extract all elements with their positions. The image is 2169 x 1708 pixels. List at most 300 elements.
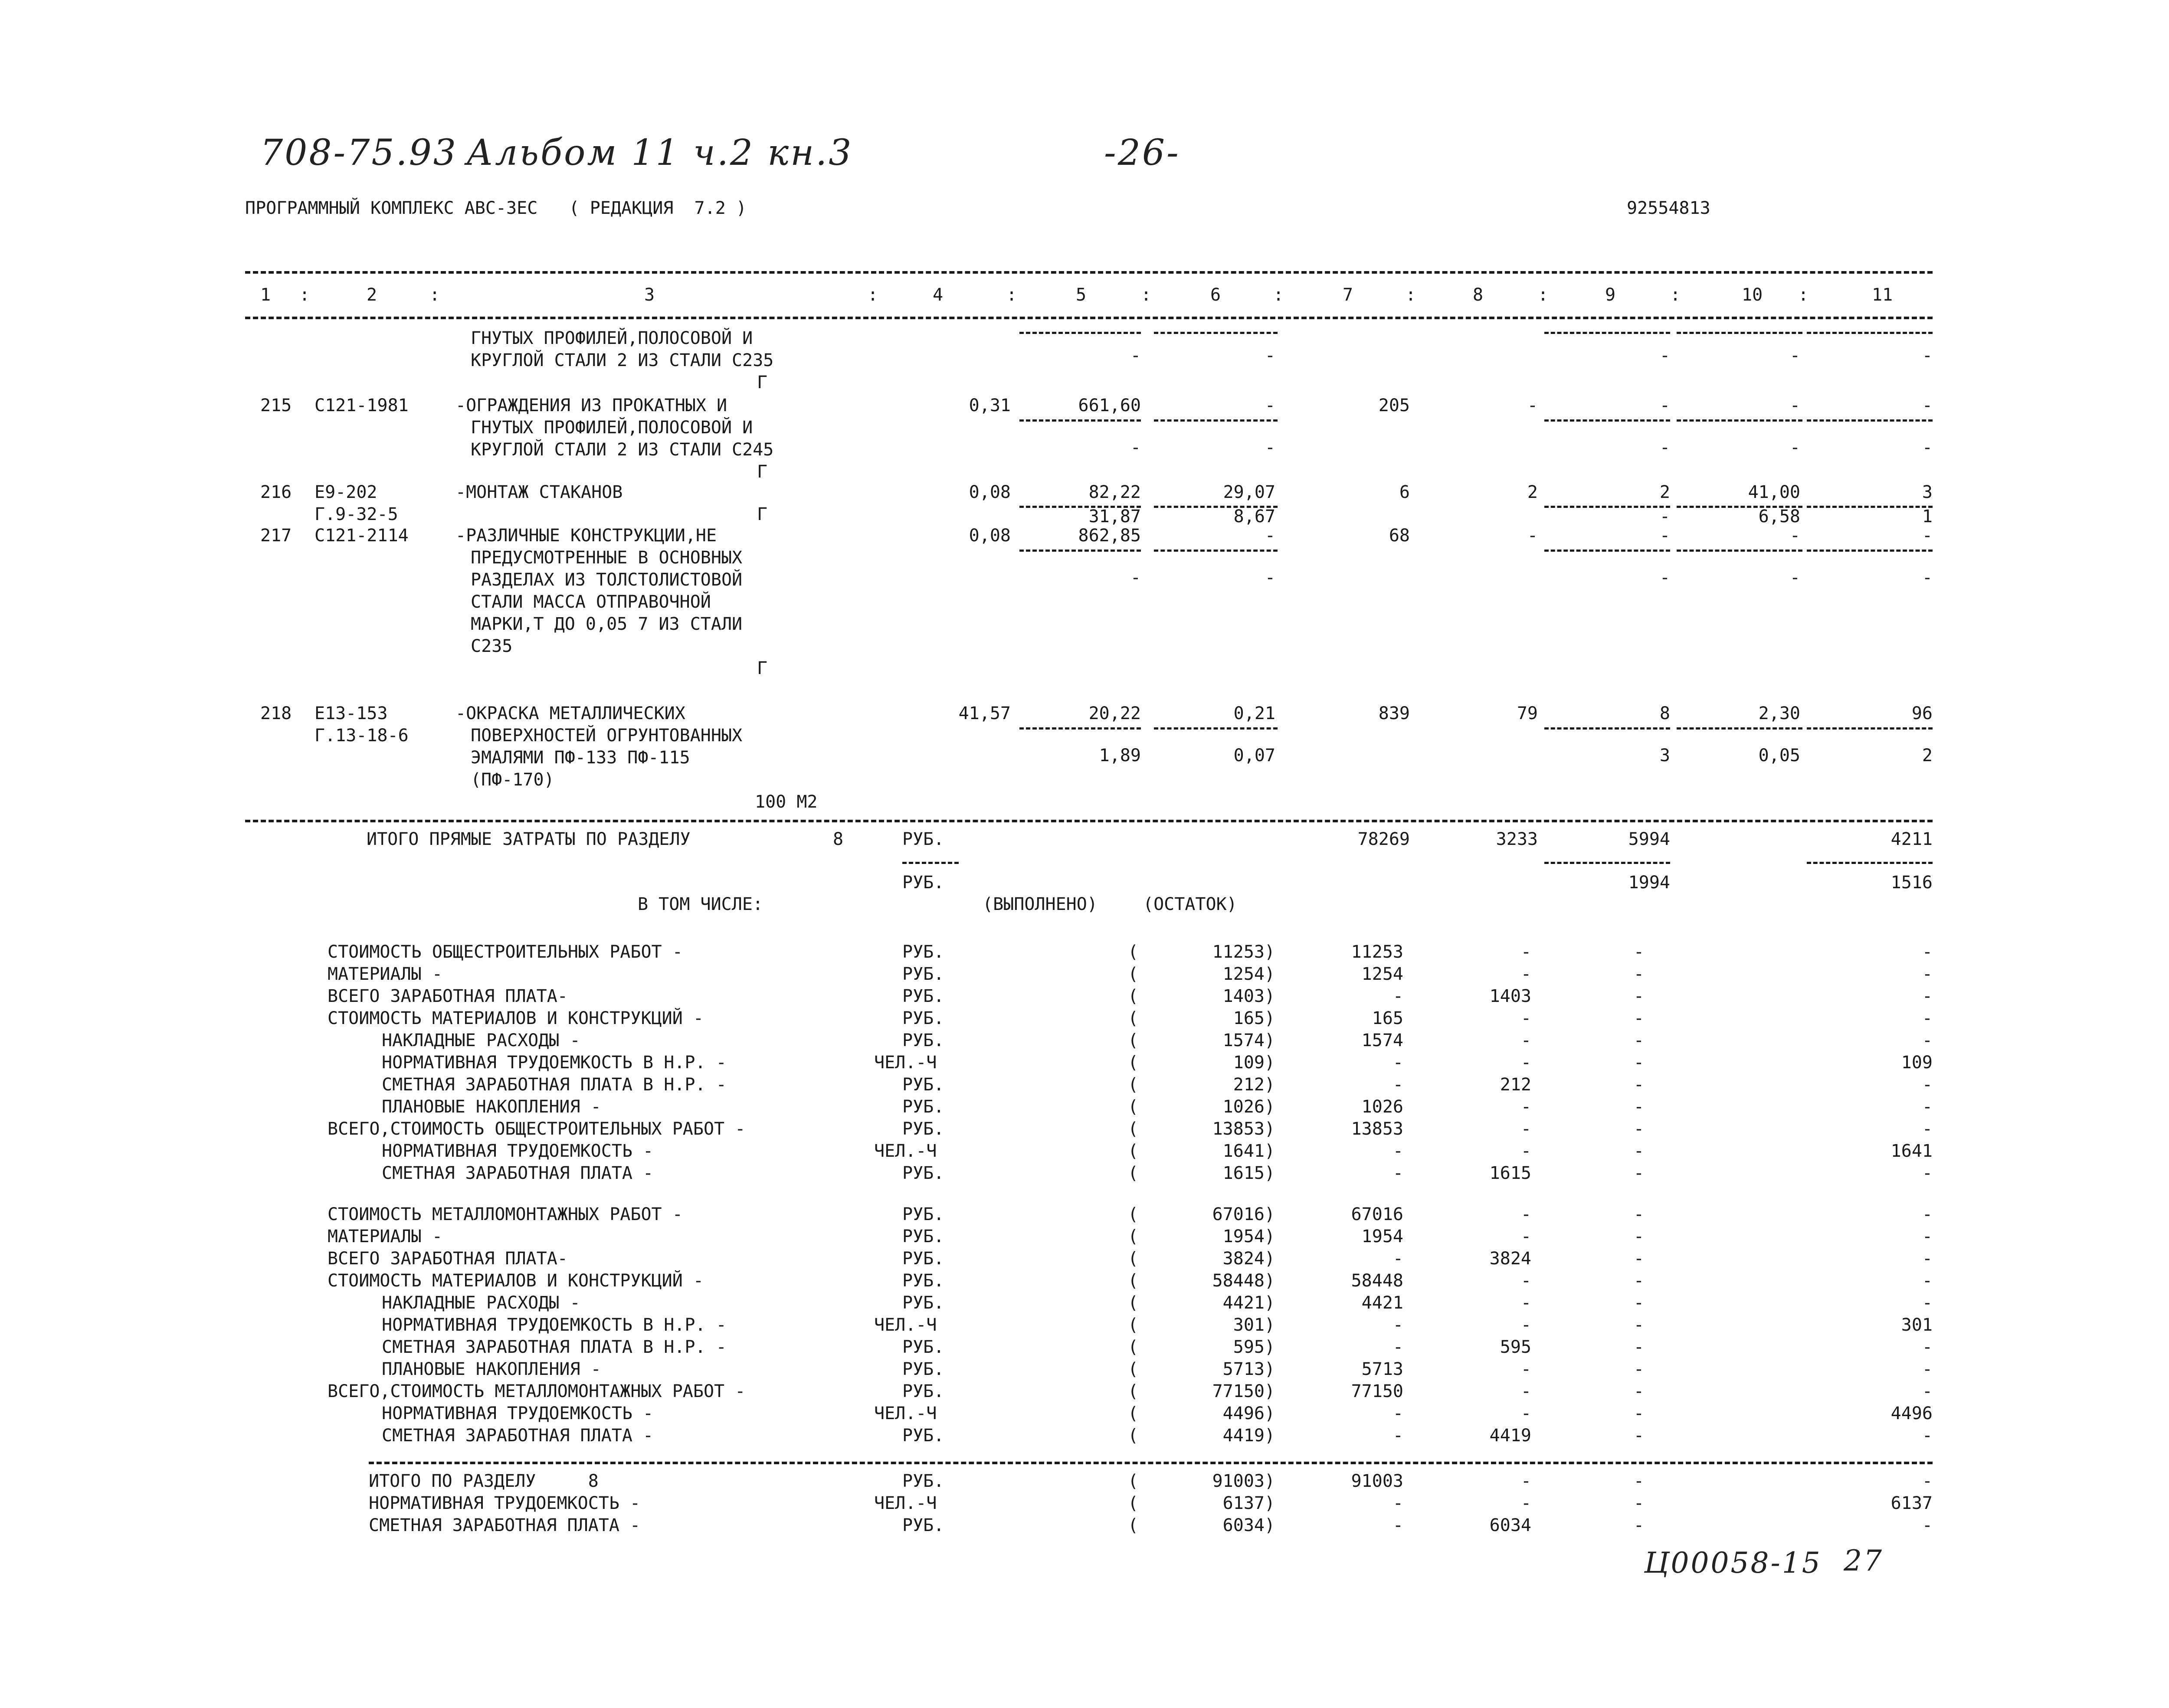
paren-close: ): [1265, 1271, 1275, 1291]
breakdown-label: ИТОГО ПО РАЗДЕЛУ 8: [369, 1471, 599, 1491]
row-name-line: МАРКИ,Т ДО 0,05 7 ИЗ СТАЛИ: [471, 614, 743, 634]
total-c9: 5994: [1628, 829, 1670, 849]
breakdown-label: НОРМАТИВНАЯ ТРУДОЕМКОСТЬ В Н.Р. -: [382, 1053, 727, 1073]
paren-open: (: [1128, 942, 1139, 962]
breakdown-c7: 67016: [1351, 1204, 1403, 1224]
breakdown-label: НОРМАТИВНАЯ ТРУДОЕМКОСТЬ -: [382, 1404, 654, 1423]
breakdown-c9: -: [1633, 1075, 1644, 1095]
breakdown-c11: 1641: [1891, 1141, 1933, 1161]
row-c4: 0,31: [969, 396, 1011, 416]
breakdown-done-value: 109: [1233, 1053, 1265, 1073]
breakdown-c8: -: [1520, 942, 1531, 962]
breakdown-done-value: 67016: [1212, 1204, 1265, 1224]
breakdown-done-value: 301: [1233, 1315, 1265, 1335]
breakdown-c8: -: [1520, 1097, 1531, 1117]
sheet-mark-handwritten: Ц00058-15: [1644, 1546, 1822, 1580]
paren-open: (: [1128, 1426, 1139, 1446]
paren-open: (: [1128, 1337, 1139, 1357]
row-name-line: ГНУТЫХ ПРОФИЛЕЙ,ПОЛОСОВОЙ И: [471, 328, 753, 348]
breakdown-c11: -: [1922, 1204, 1933, 1224]
breakdown-unit: ЧЕЛ.-Ч: [874, 1141, 937, 1161]
column-separator: :: [1141, 285, 1152, 305]
breakdown-label: СМЕТНАЯ ЗАРАБОТНАЯ ПЛАТА -: [382, 1163, 654, 1183]
paren-close: ): [1265, 1163, 1275, 1183]
column-separator: :: [1538, 285, 1549, 305]
breakdown-c11: -: [1922, 1359, 1933, 1379]
row-c10b: 6,58: [1758, 507, 1800, 527]
row-c6: 29,07: [1223, 482, 1275, 502]
row-c10b: -: [1789, 346, 1800, 366]
breakdown-label: ВСЕГО ЗАРАБОТНАЯ ПЛАТА-: [328, 1249, 568, 1269]
row-c9b: -: [1659, 346, 1670, 366]
row-code: С121-2114: [315, 526, 409, 546]
breakdown-c9: -: [1633, 1315, 1644, 1335]
breakdown-c8: -: [1520, 1119, 1531, 1139]
breakdown-c7: 1574: [1361, 1031, 1403, 1050]
breakdown-c11: -: [1922, 964, 1933, 984]
paren-close: ): [1265, 1097, 1275, 1117]
breakdown-c7: -: [1392, 1404, 1403, 1423]
row-c6: 0,21: [1233, 703, 1275, 723]
breakdown-c9: -: [1633, 1227, 1644, 1247]
row-c11b: 1: [1922, 507, 1933, 527]
breakdown-done-value: 1574: [1222, 1031, 1265, 1050]
breakdown-c9: -: [1633, 1359, 1644, 1379]
row-name-line: Г: [757, 504, 768, 524]
breakdown-c11: -: [1922, 986, 1933, 1006]
breakdown-c9: -: [1633, 1249, 1644, 1269]
row-c6b: -: [1265, 438, 1275, 458]
row-subtotal-rule: [1544, 727, 1670, 730]
doc-code-handwritten: 708-75.93: [260, 132, 458, 173]
breakdown-done-value: 6137: [1222, 1493, 1265, 1513]
row-c11: 3: [1922, 482, 1933, 502]
breakdown-c9: -: [1633, 1337, 1644, 1357]
paren-open: (: [1128, 1404, 1139, 1423]
row-name-line: -ОКРАСКА МЕТАЛЛИЧЕСКИХ: [455, 703, 685, 723]
breakdown-unit: РУБ.: [902, 1337, 944, 1357]
column-separator: :: [429, 285, 440, 305]
row-subtotal-rule: [1807, 550, 1933, 552]
row-c10: 2,30: [1758, 703, 1800, 723]
paren-open: (: [1128, 1249, 1139, 1269]
row-number: 217: [260, 526, 292, 546]
breakdown-label: СТОИМОСТЬ МАТЕРИАЛОВ И КОНСТРУКЦИЙ -: [328, 1008, 704, 1028]
breakdown-c7: 4421: [1361, 1293, 1403, 1313]
breakdown-done-value: 4421: [1222, 1293, 1265, 1313]
breakdown-c7: -: [1392, 1141, 1403, 1161]
breakdown-c8: 1615: [1489, 1163, 1531, 1183]
breakdown-done-value: 1615: [1222, 1163, 1265, 1183]
breakdown-c7: -: [1392, 1315, 1403, 1335]
breakdown-c9: -: [1633, 1515, 1644, 1535]
breakdown-unit: РУБ.: [902, 1097, 944, 1117]
row-number: 216: [260, 482, 292, 502]
breakdown-c9: -: [1633, 1381, 1644, 1401]
row-name-line: КРУГЛОЙ СТАЛИ 2 ИЗ СТАЛИ С245: [471, 440, 774, 460]
breakdown-c11: -: [1922, 1381, 1933, 1401]
row-subtotal-rule: [1677, 550, 1802, 552]
breakdown-c8: 3824: [1489, 1249, 1531, 1269]
row-c8: -: [1527, 526, 1538, 546]
row-c9: -: [1659, 526, 1670, 546]
breakdown-c11: -: [1922, 1471, 1933, 1491]
total-c7: 78269: [1357, 829, 1410, 849]
breakdown-c7: -: [1392, 1426, 1403, 1446]
paren-open: (: [1128, 1315, 1139, 1335]
breakdown-c9: -: [1633, 1493, 1644, 1513]
paren-open: (: [1128, 1053, 1139, 1073]
column-separator: :: [1798, 285, 1809, 305]
album-handwritten: Альбом 11 ч.2 кн.3: [466, 132, 853, 173]
breakdown-c7: 13853: [1351, 1119, 1403, 1139]
breakdown-c9: -: [1633, 1008, 1644, 1028]
breakdown-done-value: 1403: [1222, 986, 1265, 1006]
row-c8: -: [1527, 396, 1538, 416]
breakdown-unit: ЧЕЛ.-Ч: [874, 1493, 937, 1513]
paren-close: ): [1265, 1141, 1275, 1161]
column-separator: :: [1670, 285, 1681, 305]
program-header: ПРОГРАММНЫЙ КОМПЛЕКС АВС-3ЕС ( РЕДАКЦИЯ 7.2 ): [245, 198, 747, 218]
breakdown-c11: -: [1922, 1249, 1933, 1269]
column-header-10: 10: [1742, 285, 1763, 305]
column-separator: :: [868, 285, 878, 305]
sheet-number-handwritten: 27: [1844, 1544, 1884, 1577]
breakdown-c8: -: [1520, 1008, 1531, 1028]
row-name-line: С235: [471, 636, 513, 656]
paren-close: ): [1265, 1471, 1275, 1491]
row-subtotal-rule: [1807, 727, 1933, 730]
row-subtotal-rule: [1544, 419, 1670, 422]
table-header-rule: [245, 317, 1933, 319]
breakdown-c8: -: [1520, 1227, 1531, 1247]
breakdown-c7: 1026: [1361, 1097, 1403, 1117]
breakdown-done-value: 1026: [1222, 1097, 1265, 1117]
breakdown-c9: -: [1633, 1271, 1644, 1291]
breakdown-c8: -: [1520, 1381, 1531, 1401]
row-subtotal-rule: [1154, 550, 1278, 552]
breakdown-label: МАТЕРИАЛЫ -: [328, 1227, 442, 1247]
breakdown-c7: 11253: [1351, 942, 1403, 962]
column-header-4: 4: [933, 285, 944, 305]
breakdown-label: ВСЕГО ЗАРАБОТНАЯ ПЛАТА-: [328, 986, 568, 1006]
breakdown-done-value: 4419: [1222, 1426, 1265, 1446]
row-c6: -: [1265, 526, 1275, 546]
row-c5b: -: [1130, 346, 1141, 366]
breakdown-c7: 77150: [1351, 1381, 1403, 1401]
breakdown-c7: 5713: [1361, 1359, 1403, 1379]
paren-open: (: [1128, 1227, 1139, 1247]
breakdown-c7: -: [1392, 1053, 1403, 1073]
column-separator: :: [1273, 285, 1284, 305]
row-c5: 20,22: [1088, 703, 1141, 723]
breakdown-c7: -: [1392, 1515, 1403, 1535]
breakdown-c7: -: [1392, 986, 1403, 1006]
breakdown-done-value: 212: [1233, 1075, 1265, 1095]
row-name-line: ПРЕДУСМОТРЕННЫЕ В ОСНОВНЫХ: [471, 548, 743, 568]
breakdown-c9: -: [1633, 1141, 1644, 1161]
breakdown-unit: РУБ.: [902, 1271, 944, 1291]
page-number-handwritten: -26-: [1104, 132, 1180, 173]
breakdown-done-value: 1254: [1222, 964, 1265, 984]
row-name-line: Г: [757, 373, 768, 393]
row-name-line: 100 М2: [755, 792, 818, 812]
breakdown-c7: -: [1392, 1493, 1403, 1513]
row-subtotal-rule: [1677, 727, 1802, 730]
row-subtotal-rule: [1677, 332, 1802, 334]
breakdown-c8: -: [1520, 1404, 1531, 1423]
breakdown-c8: -: [1520, 1053, 1531, 1073]
paren-open: (: [1128, 1119, 1139, 1139]
row-c9: -: [1659, 396, 1670, 416]
breakdown-label: НАКЛАДНЫЕ РАСХОДЫ -: [382, 1031, 580, 1050]
paren-close: ): [1265, 1008, 1275, 1028]
breakdown-c8: -: [1520, 1271, 1531, 1291]
row-c9b: 3: [1659, 746, 1670, 766]
row-code-secondary: Г.13-18-6: [315, 726, 409, 746]
row-c10b: -: [1789, 438, 1800, 458]
paren-close: ): [1265, 1404, 1275, 1423]
paren-close: ): [1265, 1493, 1275, 1513]
breakdown-c8: 595: [1500, 1337, 1531, 1357]
breakdown-done-value: 11253: [1212, 942, 1265, 962]
breakdown-c8: -: [1520, 964, 1531, 984]
row-c10: 41,00: [1748, 482, 1800, 502]
row-c7: 68: [1389, 526, 1410, 546]
column-header-3: 3: [644, 285, 655, 305]
paren-open: (: [1128, 1471, 1139, 1491]
column-header-2: 2: [367, 285, 377, 305]
breakdown-c9: -: [1633, 964, 1644, 984]
breakdown-c8: -: [1520, 1204, 1531, 1224]
breakdown-c11: 301: [1901, 1315, 1933, 1335]
row-subtotal-rule: [1544, 332, 1670, 334]
row-c6: -: [1265, 396, 1275, 416]
paren-close: ): [1265, 1381, 1275, 1401]
row-c11: -: [1922, 526, 1933, 546]
breakdown-unit: ЧЕЛ.-Ч: [874, 1053, 937, 1073]
row-c9b: -: [1659, 568, 1670, 588]
row-subtotal-rule: [1019, 550, 1141, 552]
row-c10: -: [1789, 526, 1800, 546]
breakdown-done-value: 6034: [1222, 1515, 1265, 1535]
breakdown-c11: -: [1922, 1119, 1933, 1139]
breakdown-c7: -: [1392, 1163, 1403, 1183]
row-name-line: СТАЛИ МАССА ОТПРАВОЧНОЙ: [471, 592, 711, 612]
breakdown-done-value: 13853: [1212, 1119, 1265, 1139]
breakdown-c11: -: [1922, 1163, 1933, 1183]
breakdown-c7: 58448: [1351, 1271, 1403, 1291]
rest-label: (ОСТАТОК): [1143, 894, 1237, 914]
paren-open: (: [1128, 1204, 1139, 1224]
row-c6b: -: [1265, 568, 1275, 588]
including-label: В ТОМ ЧИСЛЕ:: [638, 894, 763, 914]
row-c11b: -: [1922, 438, 1933, 458]
paren-close: ): [1265, 942, 1275, 962]
breakdown-c7: 165: [1372, 1008, 1403, 1028]
paren-open: (: [1128, 1271, 1139, 1291]
breakdown-label: ВСЕГО,СТОИМОСТЬ ОБЩЕСТРОИТЕЛЬНЫХ РАБОТ -: [328, 1119, 746, 1139]
paren-close: ): [1265, 1293, 1275, 1313]
breakdown-c8: -: [1520, 1359, 1531, 1379]
breakdown-unit: РУБ.: [902, 1381, 944, 1401]
paren-open: (: [1128, 1075, 1139, 1095]
row-c4: 0,08: [969, 526, 1011, 546]
paren-close: ): [1265, 1227, 1275, 1247]
breakdown-done-value: 4496: [1222, 1404, 1265, 1423]
paren-open: (: [1128, 1097, 1139, 1117]
breakdown-c11: -: [1922, 1271, 1933, 1291]
total-c11-secondary: 1516: [1891, 873, 1933, 893]
row-name-line: (ПФ-170): [471, 770, 554, 790]
breakdown-unit: РУБ.: [902, 1426, 944, 1446]
row-subtotal-rule: [1154, 332, 1278, 334]
total-c11-rule: [1807, 862, 1933, 864]
total-c11: 4211: [1891, 829, 1933, 849]
breakdown-c9: -: [1633, 1053, 1644, 1073]
row-name-line: Г: [757, 462, 768, 482]
breakdown-c7: -: [1392, 1075, 1403, 1095]
row-name-line: Г: [757, 658, 768, 678]
breakdown-unit: РУБ.: [902, 1515, 944, 1535]
breakdown-c11: 109: [1901, 1053, 1933, 1073]
row-c10b: 0,05: [1758, 746, 1800, 766]
breakdown-c11: -: [1922, 1008, 1933, 1028]
breakdown-unit: РУБ.: [902, 1204, 944, 1224]
breakdown-c8: 4419: [1489, 1426, 1531, 1446]
breakdown-c11: -: [1922, 1293, 1933, 1313]
breakdown-c8: -: [1520, 1031, 1531, 1050]
breakdown-unit: ЧЕЛ.-Ч: [874, 1404, 937, 1423]
paren-close: ): [1265, 1204, 1275, 1224]
row-name-line: -МОНТАЖ СТАКАНОВ: [455, 482, 623, 502]
total-unit-secondary: РУБ.: [902, 873, 944, 893]
breakdown-c7: 1254: [1361, 964, 1403, 984]
breakdown-done-value: 77150: [1212, 1381, 1265, 1401]
breakdown-c9: -: [1633, 986, 1644, 1006]
row-number: 218: [260, 703, 292, 723]
breakdown-label: СМЕТНАЯ ЗАРАБОТНАЯ ПЛАТА В Н.Р. -: [382, 1337, 727, 1357]
row-c8: 79: [1517, 703, 1538, 723]
row-c5b: 1,89: [1099, 746, 1141, 766]
breakdown-unit: РУБ.: [902, 1227, 944, 1247]
row-c5: 661,60: [1078, 396, 1141, 416]
total-unit-rule: [902, 862, 959, 864]
breakdown-c9: -: [1633, 1471, 1644, 1491]
paren-close: ): [1265, 1031, 1275, 1050]
row-subtotal-rule: [1807, 419, 1933, 422]
row-c6b: 8,67: [1233, 507, 1275, 527]
paren-close: ): [1265, 986, 1275, 1006]
column-separator: :: [299, 285, 310, 305]
breakdown-unit: РУБ.: [902, 1249, 944, 1269]
final-rule: [369, 1462, 1933, 1464]
paren-open: (: [1128, 1163, 1139, 1183]
paren-open: (: [1128, 964, 1139, 984]
breakdown-label: СТОИМОСТЬ МАТЕРИАЛОВ И КОНСТРУКЦИЙ -: [328, 1271, 704, 1291]
column-header-5: 5: [1076, 285, 1087, 305]
row-c5: 82,22: [1088, 482, 1141, 502]
breakdown-unit: РУБ.: [902, 1163, 944, 1183]
breakdown-c9: -: [1633, 1426, 1644, 1446]
row-subtotal-rule: [1019, 727, 1141, 730]
breakdown-c11: -: [1922, 1097, 1933, 1117]
section-rule: [245, 820, 1933, 822]
paren-open: (: [1128, 1031, 1139, 1050]
paren-open: (: [1128, 1359, 1139, 1379]
row-code-secondary: Г.9-32-5: [315, 504, 398, 524]
breakdown-c11: -: [1922, 1075, 1933, 1095]
paren-open: (: [1128, 1008, 1139, 1028]
row-c6b: 0,07: [1233, 746, 1275, 766]
row-c10b: -: [1789, 568, 1800, 588]
breakdown-unit: РУБ.: [902, 1031, 944, 1050]
breakdown-done-value: 3824: [1222, 1249, 1265, 1269]
row-name-line: РАЗДЕЛАХ ИЗ ТОЛСТОЛИСТОВОЙ: [471, 570, 743, 590]
row-c4: 41,57: [958, 703, 1011, 723]
paren-open: (: [1128, 1293, 1139, 1313]
row-c9b: -: [1659, 438, 1670, 458]
total-label: ИТОГО ПРЯМЫЕ ЗАТРАТЫ ПО РАЗДЕЛУ: [367, 829, 691, 849]
breakdown-label: НОРМАТИВНАЯ ТРУДОЕМКОСТЬ -: [382, 1141, 654, 1161]
breakdown-c11: -: [1922, 1426, 1933, 1446]
breakdown-unit: РУБ.: [902, 986, 944, 1006]
breakdown-unit: ЧЕЛ.-Ч: [874, 1315, 937, 1335]
breakdown-done-value: 58448: [1212, 1271, 1265, 1291]
row-c7: 839: [1378, 703, 1410, 723]
paren-close: ): [1265, 1359, 1275, 1379]
breakdown-c8: 1403: [1489, 986, 1531, 1006]
breakdown-c11: 4496: [1891, 1404, 1933, 1423]
row-c5b: -: [1130, 568, 1141, 588]
breakdown-unit: РУБ.: [902, 1293, 944, 1313]
row-name-line: -РАЗЛИЧНЫЕ КОНСТРУКЦИИ,НЕ: [455, 526, 717, 546]
row-c11b: 2: [1922, 746, 1933, 766]
paren-open: (: [1128, 1141, 1139, 1161]
paren-close: ): [1265, 1053, 1275, 1073]
row-c4: 0,08: [969, 482, 1011, 502]
document-number: 92554813: [1627, 198, 1710, 218]
breakdown-c11: -: [1922, 1515, 1933, 1535]
breakdown-done-value: 1954: [1222, 1227, 1265, 1247]
breakdown-label: МАТЕРИАЛЫ -: [328, 964, 442, 984]
breakdown-unit: РУБ.: [902, 1008, 944, 1028]
row-c9: 8: [1659, 703, 1670, 723]
row-name-line: ПОВЕРХНОСТЕЙ ОГРУНТОВАННЫХ: [471, 726, 743, 746]
row-name-line: КРУГЛОЙ СТАЛИ 2 ИЗ СТАЛИ С235: [471, 350, 774, 370]
breakdown-label: СМЕТНАЯ ЗАРАБОТНАЯ ПЛАТА В Н.Р. -: [382, 1075, 727, 1095]
row-name-line: -ОГРАЖДЕНИЯ ИЗ ПРОКАТНЫХ И: [455, 396, 727, 416]
breakdown-c11: -: [1922, 1227, 1933, 1247]
breakdown-c11: 6137: [1891, 1493, 1933, 1513]
paren-close: ): [1265, 1075, 1275, 1095]
column-separator: :: [1406, 285, 1416, 305]
paren-close: ): [1265, 1426, 1275, 1446]
row-c7: 205: [1378, 396, 1410, 416]
column-header-8: 8: [1473, 285, 1484, 305]
breakdown-label: СТОИМОСТЬ ОБЩЕСТРОИТЕЛЬНЫХ РАБОТ -: [328, 942, 683, 962]
breakdown-c7: -: [1392, 1337, 1403, 1357]
row-subtotal-rule: [1677, 419, 1802, 422]
total-c9-rule: [1544, 862, 1670, 864]
breakdown-unit: РУБ.: [902, 1119, 944, 1139]
breakdown-unit: РУБ.: [902, 942, 944, 962]
row-c9: 2: [1659, 482, 1670, 502]
column-header-7: 7: [1343, 285, 1353, 305]
column-header-11: 11: [1872, 285, 1893, 305]
breakdown-label: СМЕТНАЯ ЗАРАБОТНАЯ ПЛАТА -: [369, 1515, 641, 1535]
breakdown-c8: -: [1520, 1293, 1531, 1313]
